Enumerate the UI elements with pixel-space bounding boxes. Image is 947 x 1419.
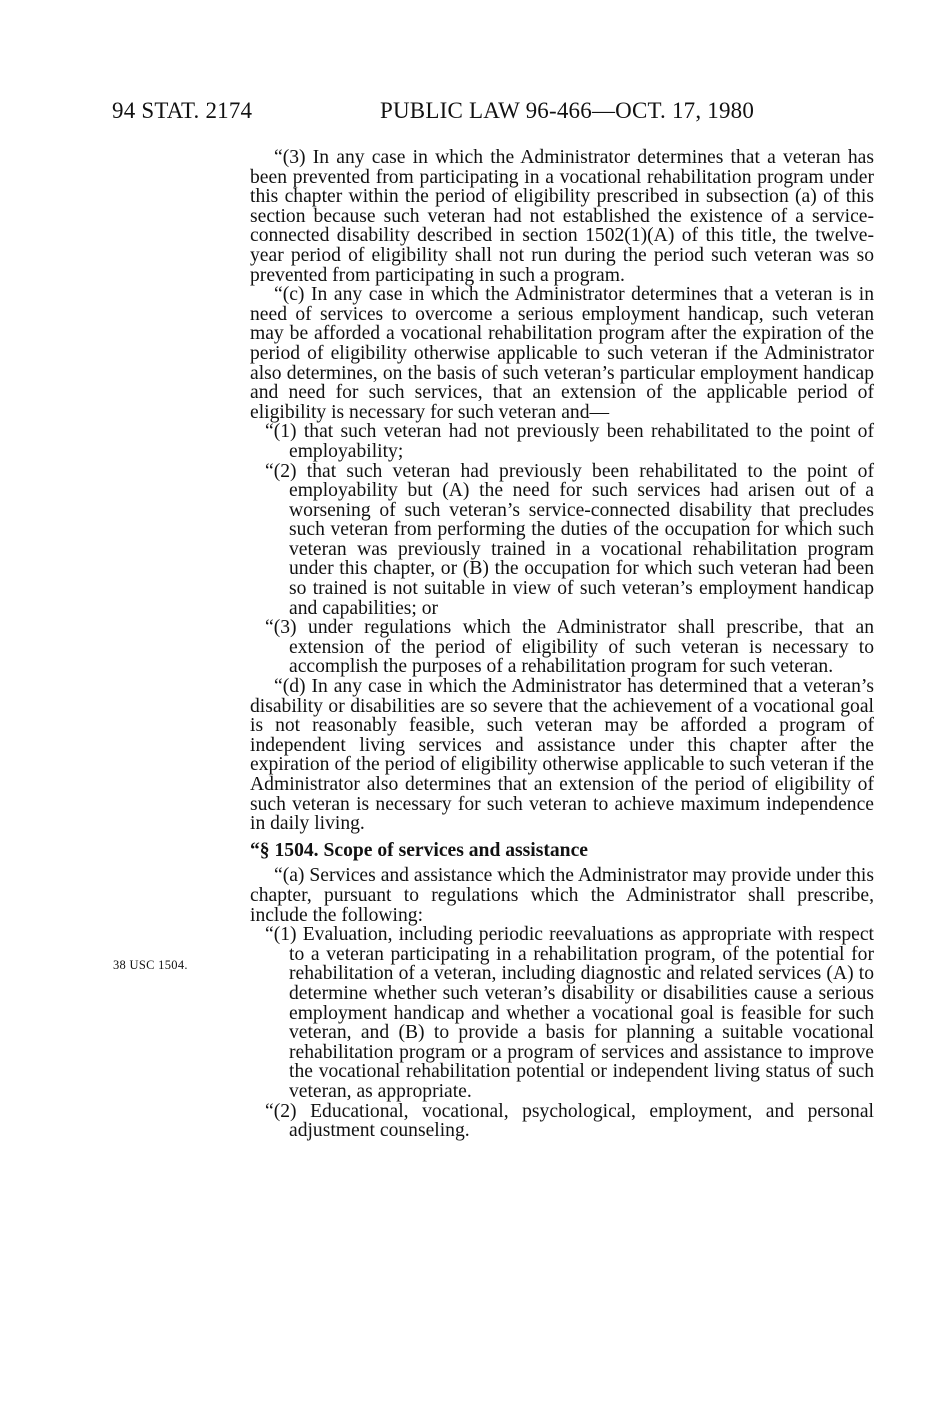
clause-c1: “(1) that such veteran had not previously been rehabilitated to the point of employability; xyxy=(265,421,874,462)
section-heading: “§ 1504. Scope of services and assistance xyxy=(250,839,588,861)
clause-c2: “(2) that such veteran had previously been rehabilitated to the point of employability but (A) the need for such services had arisen out of a worsening of such veteran’s service-connected disability that precludes such veteran from performing the duties of the occupation for which such veteran was previously trained in a vocational rehabilitation program under this chapter, or (B) the occupation for which such veteran had been so trained is not suitable in view of such veteran’s employment handicap and capabilities; or xyxy=(265,460,874,619)
public-law-title: PUBLIC LAW 96-466—OCT. 17, 1980 xyxy=(380,98,755,123)
statute-page-number: 94 STAT. 2174 xyxy=(112,98,253,123)
paragraph-d: “(d) In any case in which the Administrator has determined that a veteran’s disability or disabilities are so severe that the achievement of a vocational goal is not reasonably feasible, such veteran may be afforded a program of independent living services and assistance under this chapter after the expiration of the period of eligibility otherwise applicable to such veteran if the Administrator also determines that an extension of the period of eligibility of such veteran is necessary for such veteran to achieve maximum independence in daily living. xyxy=(250,676,874,835)
margin-citation: 38 USC 1504. xyxy=(113,958,188,972)
clause-a2: “(2) Educational, vocational, psychological, employment, and personal adjustment counseling. xyxy=(265,1100,874,1142)
paragraph-b3: “(3) In any case in which the Administrator determines that a veteran has been prevented from participating in a vocational rehabilitation program under this chapter within the period of eligibility prescribed in subsection (a) of this section because such veteran had not established the existence of a service-connected disability described in section 1502(1)(A) of this title, the twelve-year period of eligibility shall not run during the period such veteran was so prevented from participating in such a program. xyxy=(250,147,874,286)
paragraph-a: “(a) Services and assistance which the Administrator may provide under this chapter, pursuant to regulations which the Administrator shall prescribe, include the following: xyxy=(250,865,874,926)
statute-body xyxy=(250,148,874,1141)
clause-c3: “(3) under regulations which the Administrator shall prescribe, that an extension of the period of eligibility of such veteran is necessary to accomplish the purposes of a rehabilitation program for such veteran. xyxy=(265,617,874,678)
paragraph-c: “(c) In any case in which the Administrator determines that a veteran is in need of services to overcome a serious employment handicap, such veteran may be afforded a vocational rehabilitation program after the expiration of the period of eligibility otherwise applicable to such veteran if the Administrator also determines, on the basis of such veteran’s particular employment handicap and need for such services, that an extension of the applicable period of eligibility is necessary for such veteran and— xyxy=(250,284,874,423)
clause-a1: “(1) Evaluation, including periodic reevaluations as appropriate with respect to a veteran participating in a rehabilitation program, of the potential for rehabilitation of a veteran, including diagnostic and related services (A) to determine whether such veteran’s disability or disabilities cause a serious employment handicap and whether a vocational goal is feasible for such veteran, and (B) to provide a basis for planning a suitable vocational rehabilitation program or a program of services and assistance to improve the vocational rehabilitation potential or independent living status of such veteran, as appropriate. xyxy=(265,924,874,1102)
